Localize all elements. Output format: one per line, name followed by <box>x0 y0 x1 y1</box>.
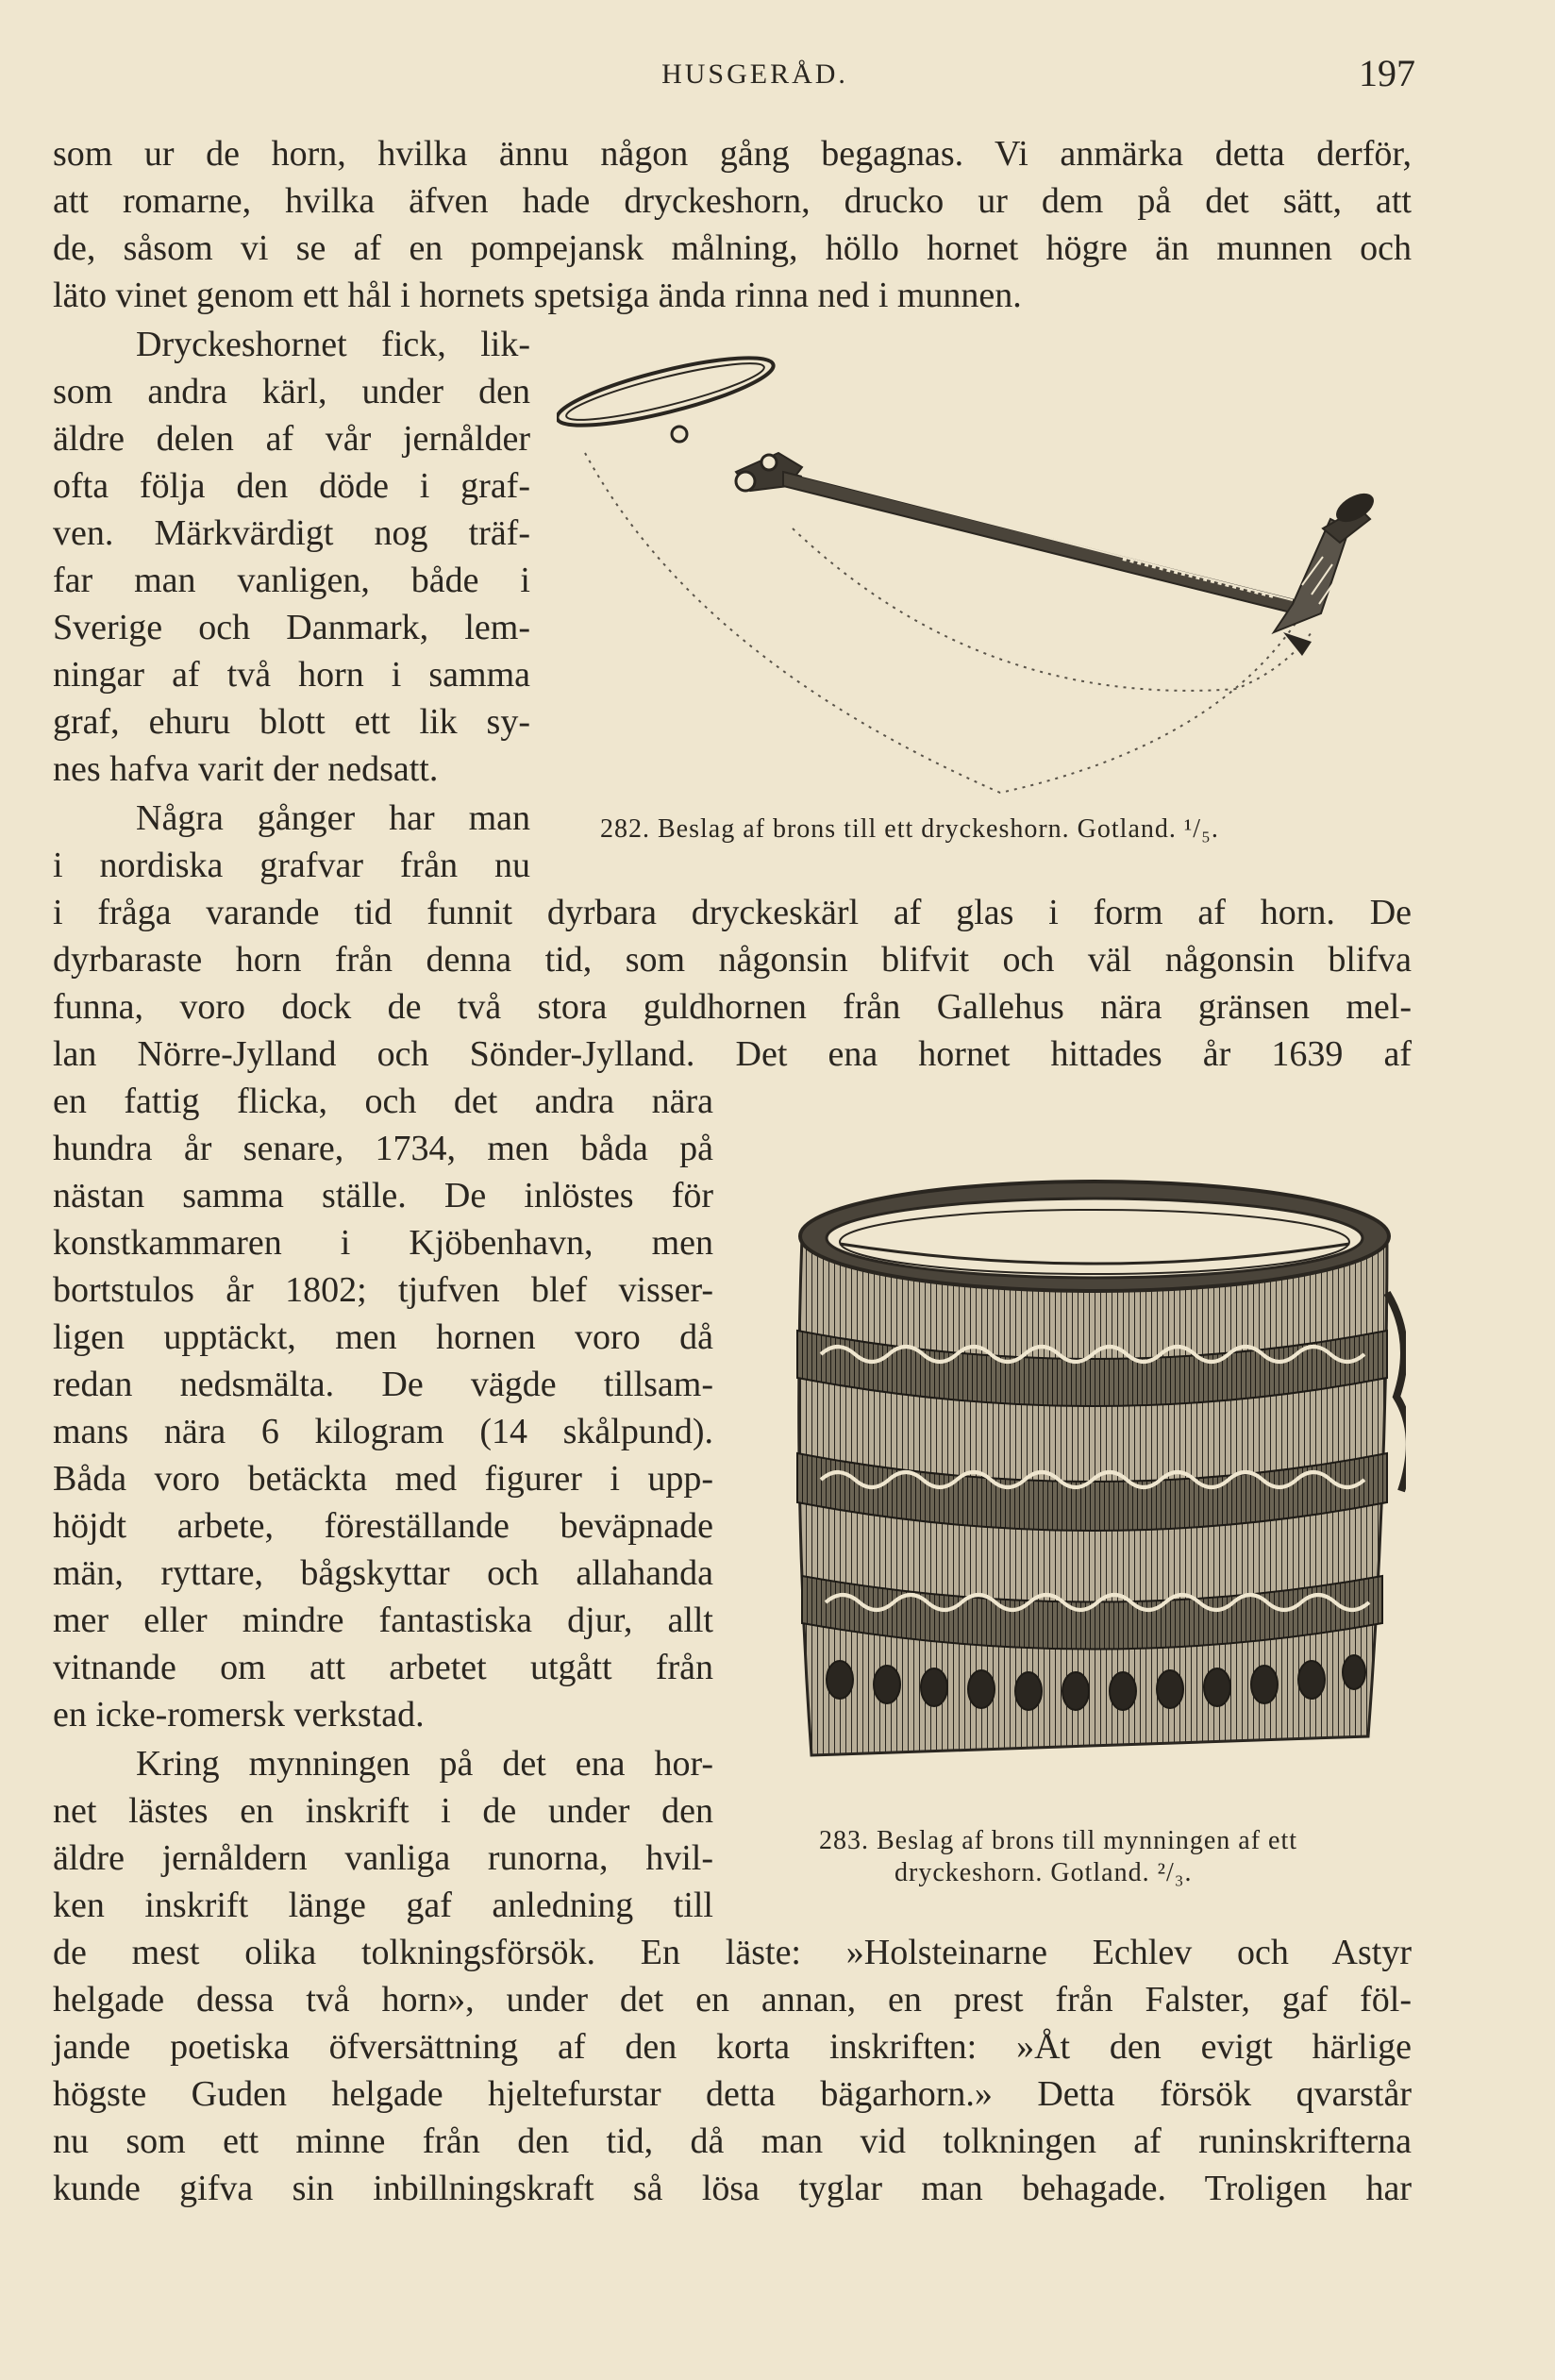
running-head <box>0 51 1555 98</box>
text-line: mans nära 6 kilogram (14 skålpund). <box>53 1412 713 1451</box>
text-line: en icke-romersk verkstad. <box>53 1695 425 1735</box>
page-number: 197 <box>1359 52 1415 94</box>
text-line: höjdt arbete, föreställande beväpnade <box>53 1506 713 1546</box>
text-line: Båda voro betäckta med figurer i upp- <box>53 1459 713 1499</box>
text-line: läto vinet genom ett hål i hornets spetsiga ända rinna ned i munnen. <box>53 276 1022 315</box>
text-line: ken inskrift länge gaf anledning till <box>53 1886 713 1925</box>
text-line: funna, voro dock de två stora guldhornen från Gallehus nära gränsen mel- <box>53 987 1412 1027</box>
figure-283-caption-line1: 283. Beslag af brons till mynningen af ett <box>819 1826 1298 1855</box>
text-line: lan Nörre-Jylland och Sönder-Jylland. Det ena hornet hittades år 1639 af <box>53 1034 1412 1074</box>
text-line: äldre delen af vår jernålder <box>53 419 530 459</box>
text-line: att romarne, hvilka äfven hade dryckeshorn, drucko ur dem på det sätt, att <box>53 181 1412 221</box>
text-line: konstkammaren i Kjöbenhavn, men <box>53 1223 713 1263</box>
text-line: net lästes en inskrift i de under den <box>53 1791 713 1831</box>
text-line: ofta följa den döde i graf- <box>53 466 530 506</box>
figure-282-horn-mounting <box>557 349 1425 802</box>
text-line: mer eller mindre fantastiska djur, allt <box>53 1601 713 1640</box>
text-line: dyrbaraste horn från denna tid, som någonsin blifvit och väl någonsin blifva <box>53 940 1412 980</box>
text-line: graf, ehuru blott ett lik sy- <box>53 702 530 742</box>
text-line: de mest olika tolkningsförsök. En läste: »Holsteinarne Echlev och Astyr <box>53 1933 1412 1972</box>
text-line: Några gånger har man <box>136 798 530 838</box>
text-line: högste Guden helgade hjeltefurstar detta bägarhorn.» Detta försök qvarstår <box>53 2074 1412 2114</box>
text-line: Dryckeshornet fick, lik- <box>136 325 530 364</box>
text-line: redan nedsmälta. De vägde tillsam- <box>53 1365 713 1404</box>
text-line: jande poetiska öfversättning af den korta inskriften: »Åt den evigt härlige <box>53 2027 1412 2067</box>
text-line: helgade dessa två horn», under det en annan, en prest från Falster, gaf föl- <box>53 1980 1412 2020</box>
figure-283-mouth-mounting <box>783 1151 1406 1793</box>
text-line: i nordiska grafvar från nu <box>53 846 530 885</box>
text-line: nu som ett minne från den tid, då man vid tolkningen af runinskrifterna <box>53 2121 1412 2161</box>
text-line: kunde gifva sin inbillningskraft så lösa tyglar man behagade. Troligen har <box>53 2169 1412 2208</box>
text-line: Sverige och Danmark, lem- <box>53 608 530 647</box>
text-line: ven. Märkvärdigt nog träf- <box>53 513 530 553</box>
text-line: vitnande om att arbetet utgått från <box>53 1648 713 1687</box>
text-line: hundra år senare, 1734, men båda på <box>53 1129 713 1168</box>
figure-282-caption: 282. Beslag af brons till ett dryckeshorn. Gotland. ¹/₅. <box>600 814 1219 844</box>
text-line: ligen upptäckt, men hornen voro då <box>53 1317 713 1357</box>
text-line: i fråga varande tid funnit dyrbara dryckeskärl af glas i form af horn. De <box>53 893 1412 932</box>
figure-283-caption-line2: dryckeshorn. Gotland. ²/₃. <box>895 1858 1193 1887</box>
text-line: en fattig flicka, och det andra nära <box>53 1081 713 1121</box>
text-line: som ur de horn, hvilka ännu någon gång begagnas. Vi anmärka detta derför, <box>53 134 1412 174</box>
text-line: nästan samma ställe. De inlöstes för <box>53 1176 713 1215</box>
text-line: Kring mynningen på det ena hor- <box>136 1744 713 1784</box>
text-line: äldre jernåldern vanliga runorna, hvil- <box>53 1838 713 1878</box>
text-line: som andra kärl, under den <box>53 372 530 411</box>
text-line: män, ryttare, bågskyttar och allahanda <box>53 1553 713 1593</box>
text-line: nes hafva varit der nedsatt. <box>53 749 439 789</box>
text-line: de, såsom vi se af en pompejansk målning, höllo hornet högre än munnen och <box>53 228 1412 268</box>
text-line: far man vanligen, både i <box>53 561 530 600</box>
running-title: HUSGERÅD. <box>661 59 848 90</box>
text-line: ningar af två horn i samma <box>53 655 530 695</box>
text-line: bortstulos år 1802; tjufven blef visser- <box>53 1270 713 1310</box>
